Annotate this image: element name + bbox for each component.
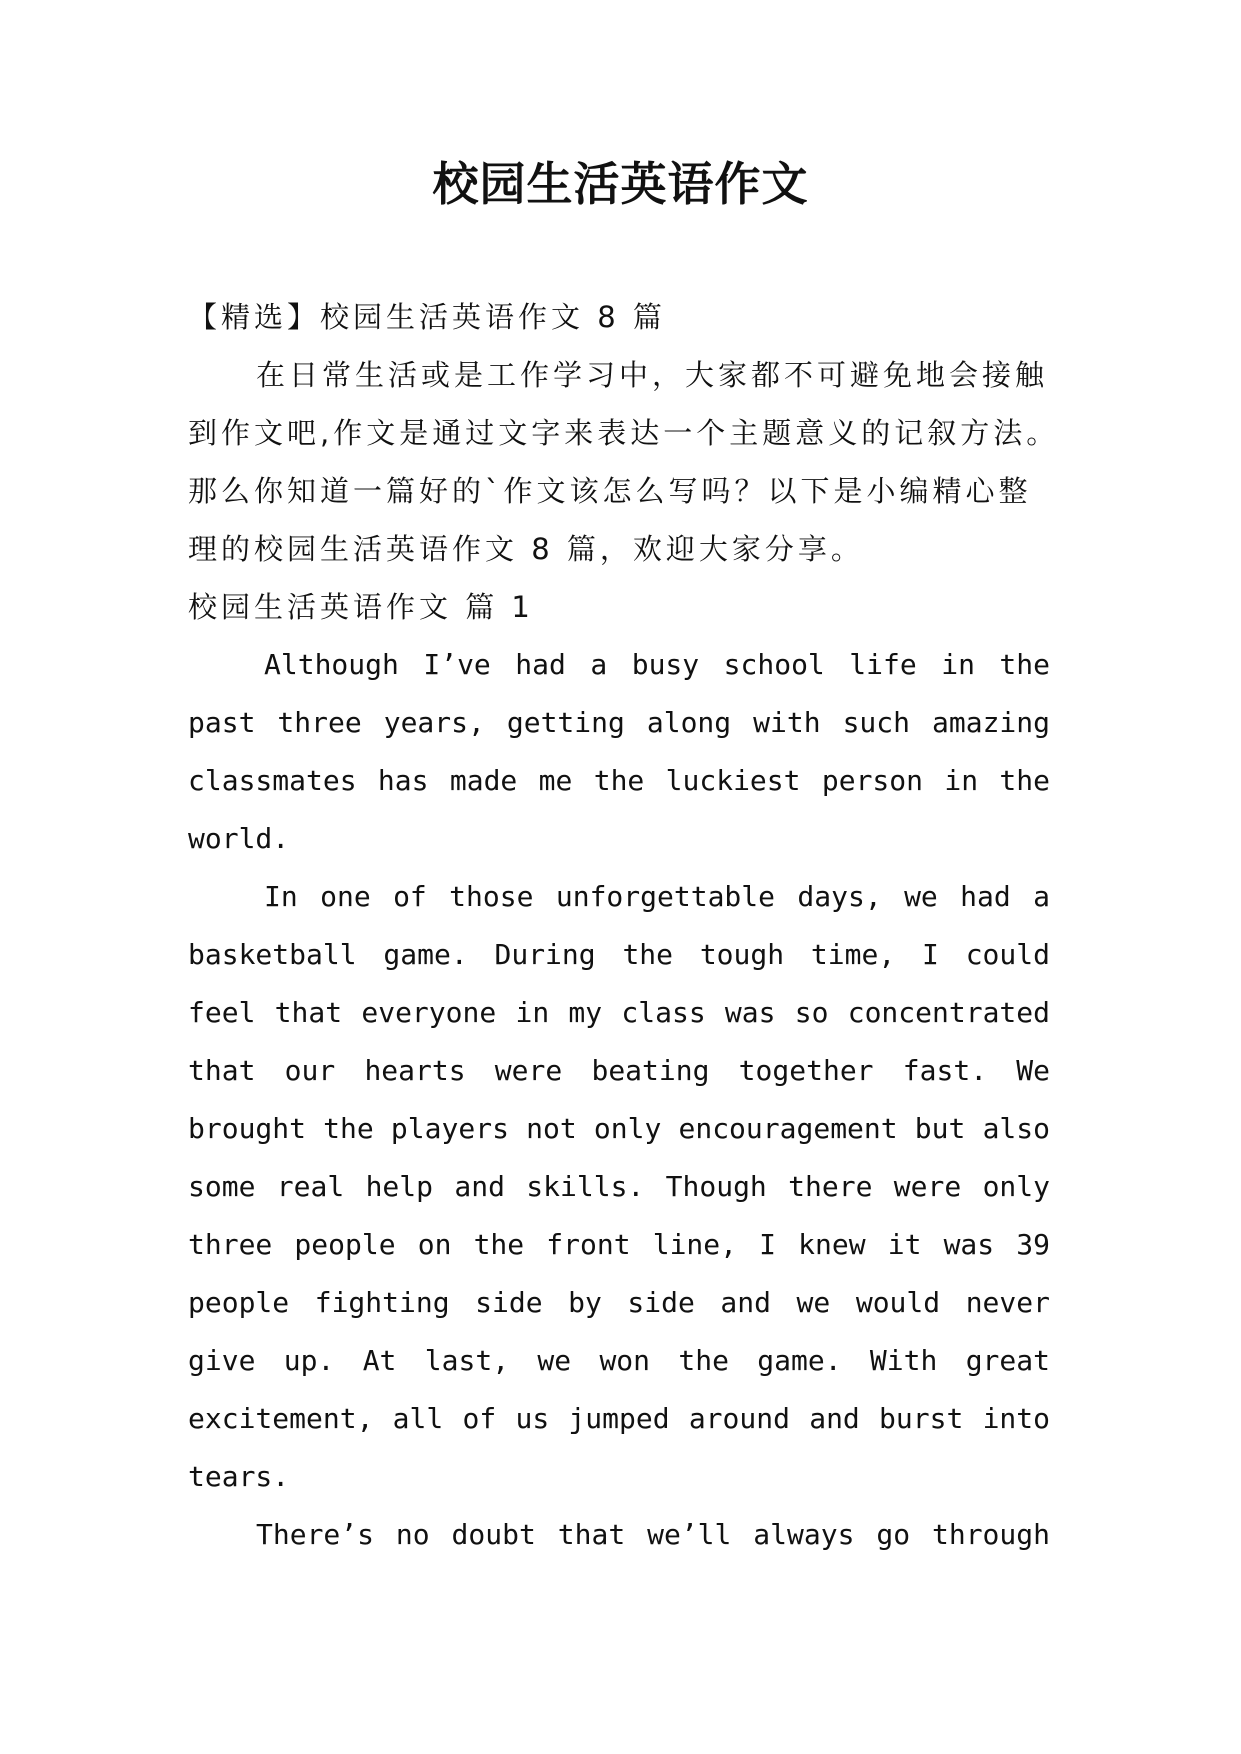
p1-line-3: classmates has made me the luckiest person in the xyxy=(188,764,1050,797)
intro-line-2: 到作文吧,作文是通过文字来表达一个主题意义的记叙方法。 xyxy=(188,416,1060,450)
intro-line-1: 在日常生活或是工作学习中，大家都不可避免地会接触 xyxy=(256,358,1049,392)
intro-heading: 【精选】校园生活英语作文 8 篇 xyxy=(188,300,666,334)
p2-line-5: brought the players not only encouragement but also xyxy=(188,1112,1050,1145)
document-body xyxy=(188,288,1060,1564)
p1-line-4: world. xyxy=(188,822,290,855)
p2-line-4: that our hearts were beating together fast. We xyxy=(188,1054,1050,1087)
intro-line-4: 理的校园生活英语作文 8 篇，欢迎大家分享。 xyxy=(188,532,864,566)
p1-line-2: past three years, getting along with such amazing xyxy=(188,706,1050,739)
p2-line-6: some real help and skills. Though there were only xyxy=(188,1170,1050,1203)
p2-line-2: basketball game. During the tough time, I could xyxy=(188,938,1050,971)
p2-line-9: give up. At last, we won the game. With great xyxy=(188,1344,1050,1377)
document-title: 校园生活英语作文 xyxy=(432,157,809,211)
p2-line-8: people fighting side by side and we would never xyxy=(188,1286,1050,1319)
p3-line-1: There’s no doubt that we’ll always go through xyxy=(256,1518,1050,1551)
section-heading: 校园生活英语作文 篇 1 xyxy=(188,590,534,624)
p1-line-1: Although I’ve had a busy school life in the xyxy=(264,648,1050,681)
intro-line-3: 那么你知道一篇好的`作文该怎么写吗？以下是小编精心整 xyxy=(188,474,1032,508)
p2-line-10: excitement, all of us jumped around and burst into xyxy=(188,1402,1050,1435)
p2-line-3: feel that everyone in my class was so concentrated xyxy=(188,996,1050,1029)
p2-line-11: tears. xyxy=(188,1460,290,1493)
p2-line-7: three people on the front line, I knew it was 39 xyxy=(188,1228,1050,1261)
p2-line-1: In one of those unforgettable days, we had a xyxy=(264,880,1050,913)
